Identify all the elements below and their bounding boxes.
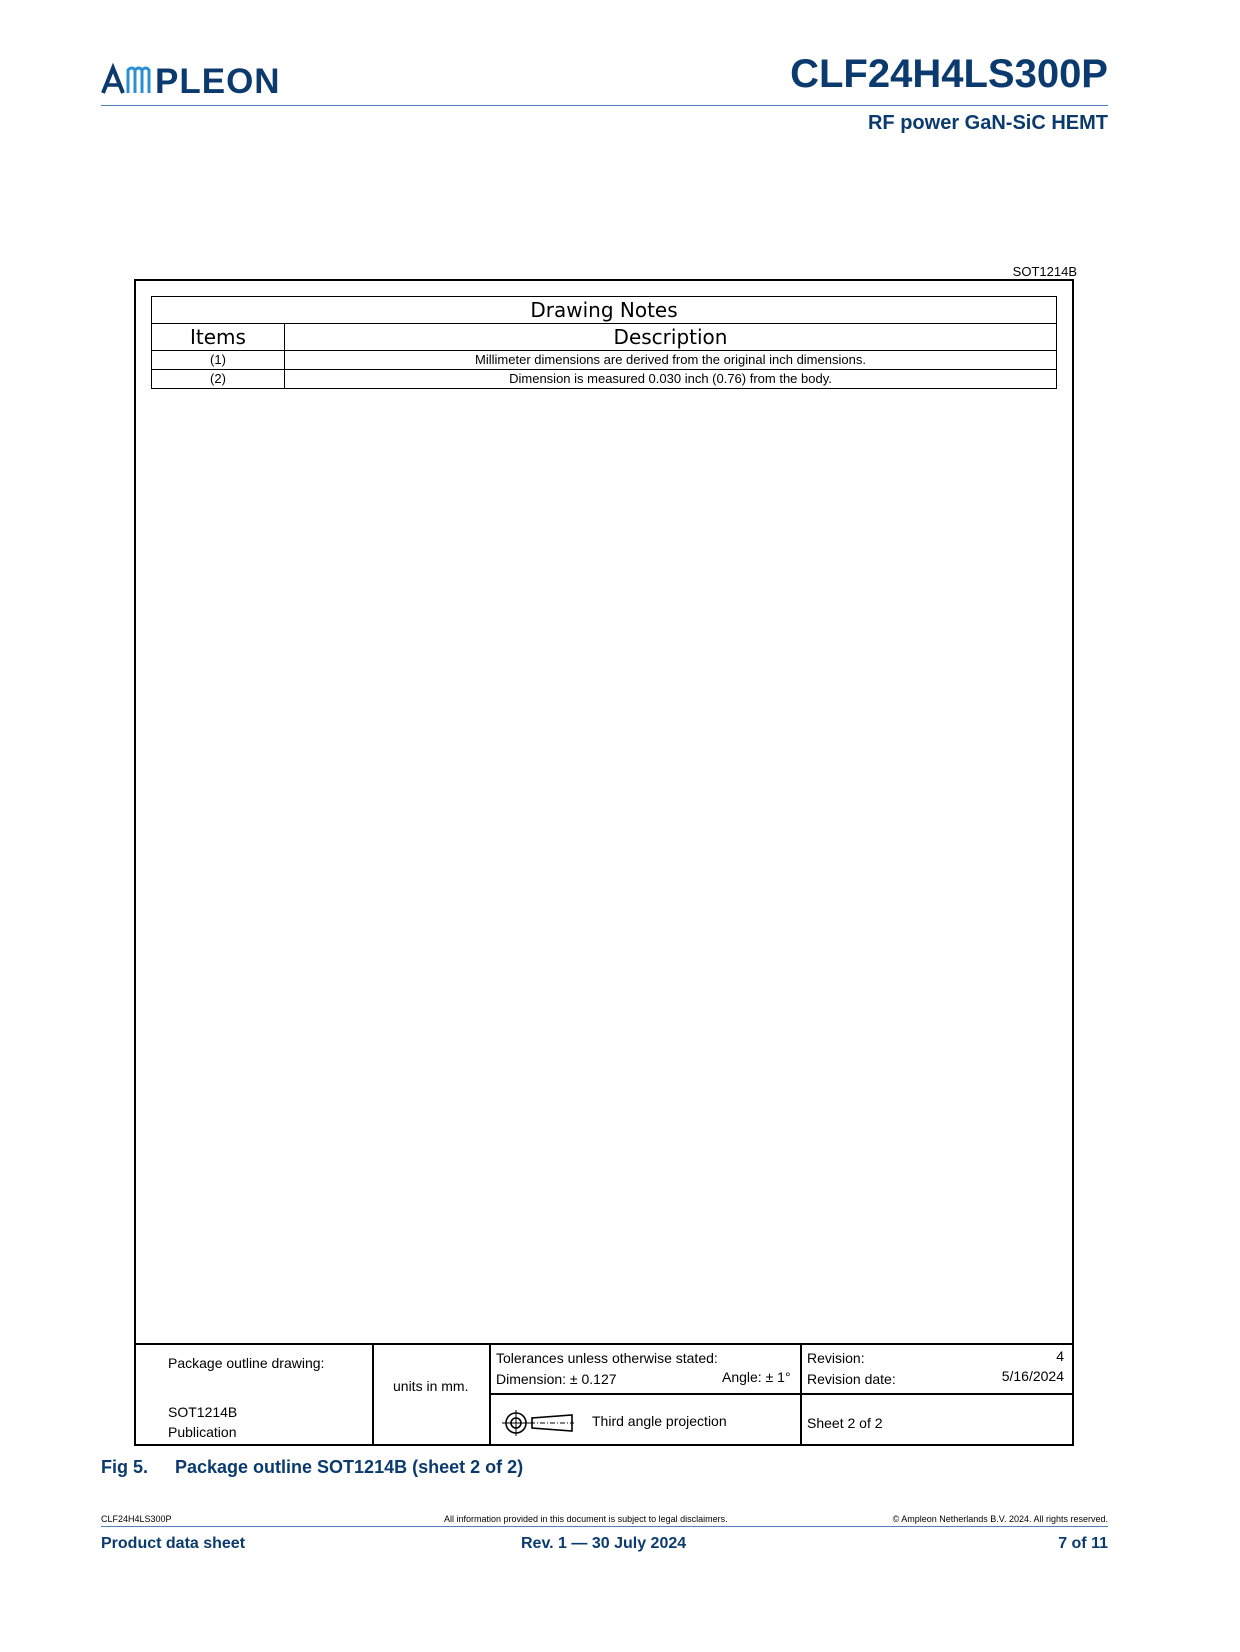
dimension-tolerance: Dimension: ± 0.127 [496,1371,617,1387]
document-subtitle: RF power GaN-SiC HEMT [867,112,1108,134]
figure-title: Package outline SOT1214B (sheet 2 of 2) [175,1457,524,1477]
table-row [152,351,1057,370]
footer-doc-id: CLF24H4LS300P [101,1514,172,1524]
sheet-number: Sheet 2 of 2 [807,1415,883,1431]
document-title: CLF24H4LS300P [790,52,1108,96]
projection-label: Third angle projection [592,1413,727,1429]
tolerances-label: Tolerances unless otherwise stated: [496,1350,718,1366]
publication-label: Publication [168,1424,237,1440]
title-block-top-rule [134,1343,1074,1345]
footer-page-number: 7 of 11 [1058,1535,1108,1552]
figure-caption [101,1457,523,1478]
note-description: Dimension is measured 0.030 inch (0.76) from the body. [285,370,1057,389]
table-row [152,370,1057,389]
revision-value: 4 [1056,1348,1064,1364]
units-label: units in mm. [393,1378,469,1394]
notes-title: Drawing Notes [152,297,1057,324]
notes-header-description: Description [285,324,1057,351]
footer-rule [101,1526,1108,1527]
footer-copyright: © Ampleon Netherlands B.V. 2024. All rights reserved. [892,1514,1108,1524]
third-angle-projection-icon [502,1410,574,1436]
revision-date-value: 5/16/2024 [1001,1368,1064,1384]
drawing-notes-table [151,296,1057,389]
revision-label: Revision: [807,1350,865,1366]
note-description: Millimeter dimensions are derived from the original inch dimensions. [285,351,1057,370]
notes-header-items: Items [152,324,285,351]
angle-tolerance: Angle: ± 1° [722,1369,791,1385]
header-rule [101,105,1108,106]
package-code: SOT1214B [168,1404,238,1420]
logo-text-remainder: PLEON [155,62,281,101]
footer-revision: Rev. 1 — 30 July 2024 [521,1535,687,1552]
package-code-top: SOT1214B [1012,264,1077,279]
title-block-divider [372,1343,374,1446]
footer-disclaimer: All information provided in this document is subject to legal disclaimers. [444,1514,728,1524]
revision-date-label: Revision date: [807,1371,896,1387]
note-item: (2) [152,370,285,389]
note-item: (1) [152,351,285,370]
drawing-frame [134,279,1074,1446]
figure-number: Fig 5. [101,1457,149,1477]
package-outline-label: Package outline drawing: [168,1355,325,1371]
title-block-divider [489,1393,1074,1395]
footer-doc-type: Product data sheet [101,1535,246,1552]
